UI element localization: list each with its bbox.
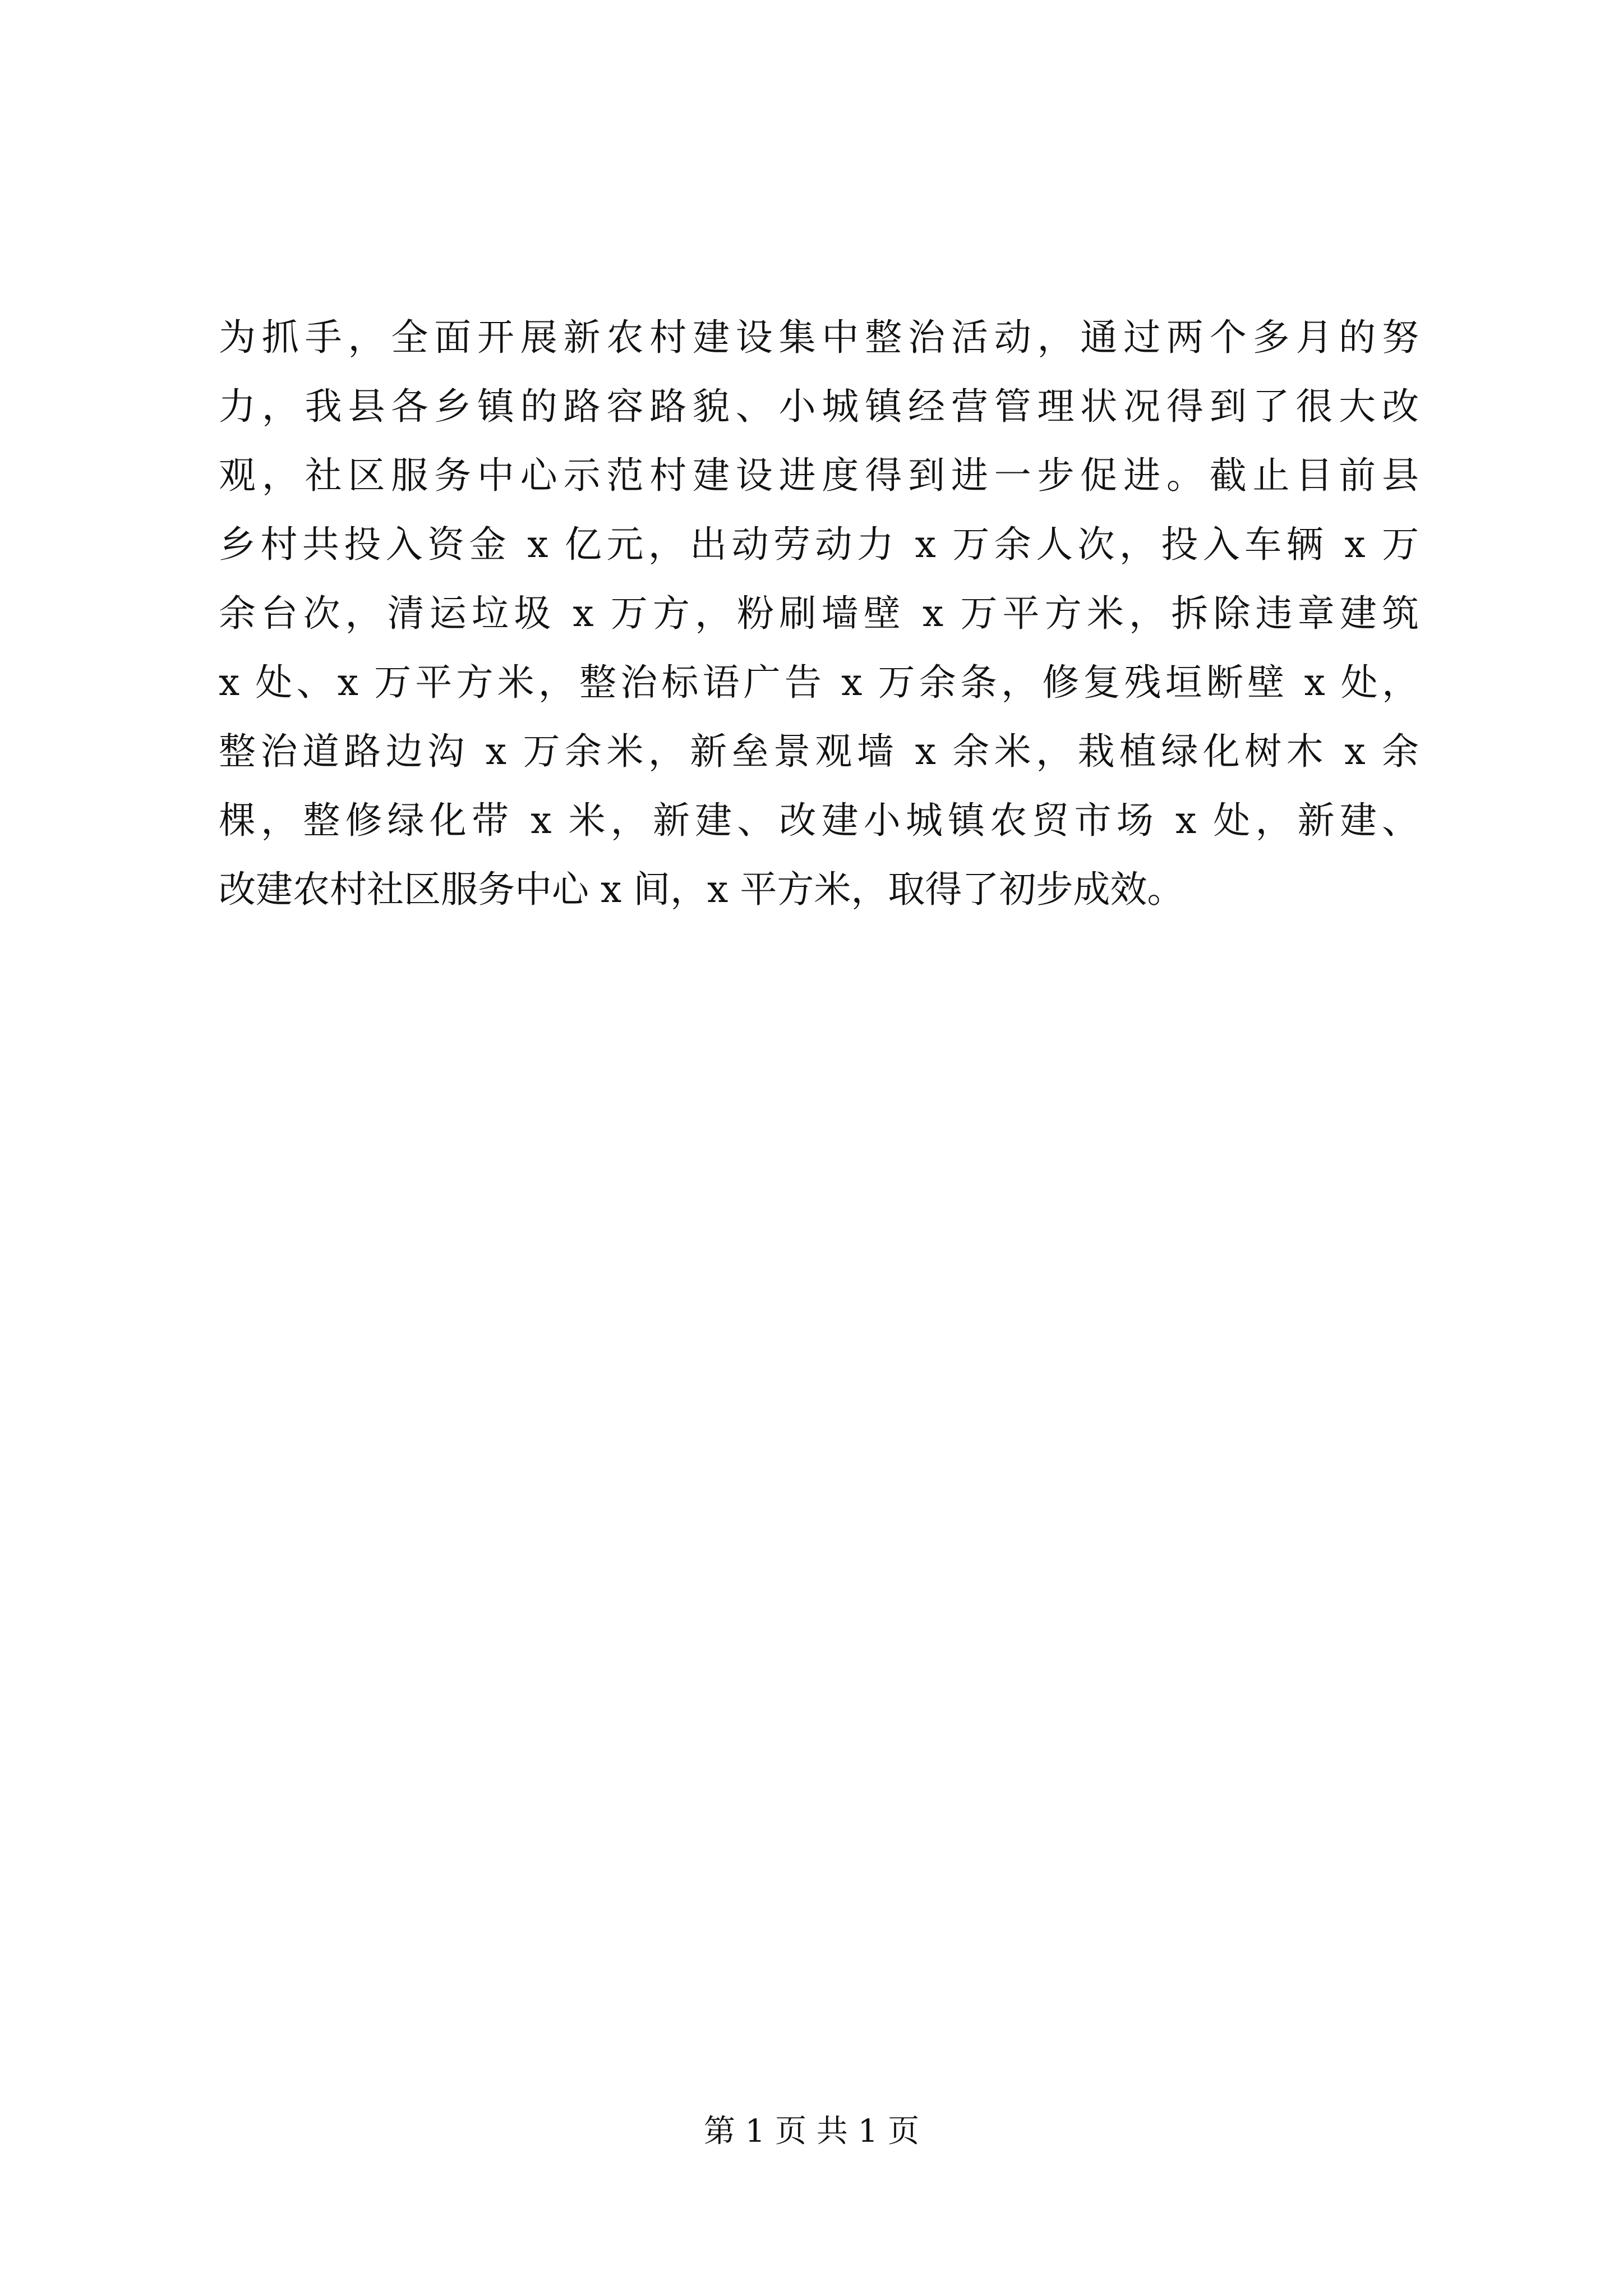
paragraph-line-6: x 处、x 万平方米，整治标语广告 x 万余条，修复残垣断壁 x 处， (219, 661, 1419, 704)
paragraph-line-7: 整治道路边沟 x 万余米，新垒景观墙 x 余米，栽植绿化树木 x 余 (219, 730, 1419, 773)
paragraph-line-8: 棵，整修绿化带 x 米，新建、改建小城镇农贸市场 x 处，新建、 (219, 799, 1419, 842)
paragraph-line-1: 为抓手，全面开展新农村建设集中整治活动，通过两个多月的努 (219, 316, 1419, 359)
paragraph-line-9: 改建农村社区服务中心 x 间，x 平方米，取得了初步成效。 (219, 868, 1184, 911)
body-paragraph (219, 303, 1419, 924)
paragraph-line-3: 观，社区服务中心示范村建设进度得到进一步促进。截止目前县 (219, 454, 1419, 497)
paragraph-line-5: 余台次，清运垃圾 x 万方，粉刷墙壁 x 万平方米，拆除违章建筑 (219, 592, 1419, 635)
paragraph-line-4: 乡村共投入资金 x 亿元，出动劳动力 x 万余人次，投入车辆 x 万 (219, 523, 1419, 566)
page-number-footer: 第 1 页 共 1 页 (703, 2113, 920, 2150)
paragraph-line-2: 力，我县各乡镇的路容路貌、小城镇经营管理状况得到了很大改 (219, 385, 1419, 428)
